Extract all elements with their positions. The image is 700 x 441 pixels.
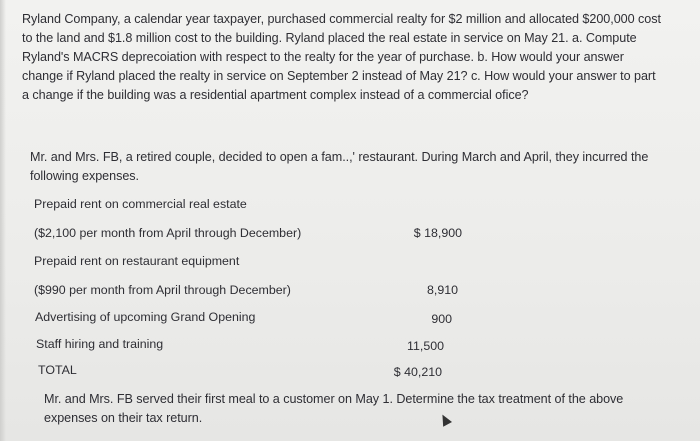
- text-line: a change if the building was a residential apartment complex instead of a commercial ofice?: [22, 88, 529, 102]
- text-line: Mr. and Mrs. FB served their first meal to a customer on May 1. Determine the tax treatment of the above: [44, 392, 624, 406]
- expense-staff-label: Staff hiring and training: [36, 337, 164, 351]
- expense-rent-real-estate-heading: Prepaid rent on commercial real estate: [34, 197, 247, 211]
- text-line: Ryland Company, a calendar year taxpayer, purchased commercial realty for $2 million and allocated $200,000 cost: [22, 12, 661, 26]
- expense-total-amount: $ 40,210: [393, 365, 442, 379]
- text-line: expenses on their tax return.: [44, 410, 203, 425]
- expense-staff-amount: 11,500: [407, 339, 444, 353]
- problem-fb-question: [44, 390, 644, 427]
- expense-rent-equipment-amount: 8,910: [426, 283, 458, 297]
- expense-rent-real-estate-detail: ($2,100 per month from April through December): [34, 226, 302, 240]
- text-line: following expenses.: [30, 169, 139, 183]
- problem-ryland-paragraph: [22, 10, 682, 105]
- text-line: Mr. and Mrs. FB, a retired couple, decided to open a fam..,' restaurant. During March and April, they incurred the: [30, 150, 649, 164]
- text-line: to the land and $1.8 million cost to the building. Ryland placed the real estate in service on May 21. a. Compute: [22, 31, 637, 45]
- expense-rent-equipment-heading: Prepaid rent on restaurant equipment: [34, 254, 240, 268]
- page-edge-shadow: [0, 0, 6, 441]
- text-line: change if Ryland placed the realty in service on September 2 instead of May 21? c. How would your answer to part: [22, 69, 656, 83]
- problem-fb-intro: [30, 148, 670, 186]
- expense-advertising-amount: 900: [431, 312, 452, 326]
- expense-rent-equipment-detail: ($990 per month from April through December): [34, 283, 291, 297]
- text-line: Ryland's MACRS deprecoiation with respect to the realty for the year of purchase. b. How would your answer: [22, 50, 624, 64]
- expense-total-label: TOTAL: [38, 363, 77, 377]
- expense-advertising-label: Advertising of upcoming Grand Opening: [35, 310, 256, 324]
- expense-rent-real-estate-amount: $ 18,900: [413, 226, 462, 240]
